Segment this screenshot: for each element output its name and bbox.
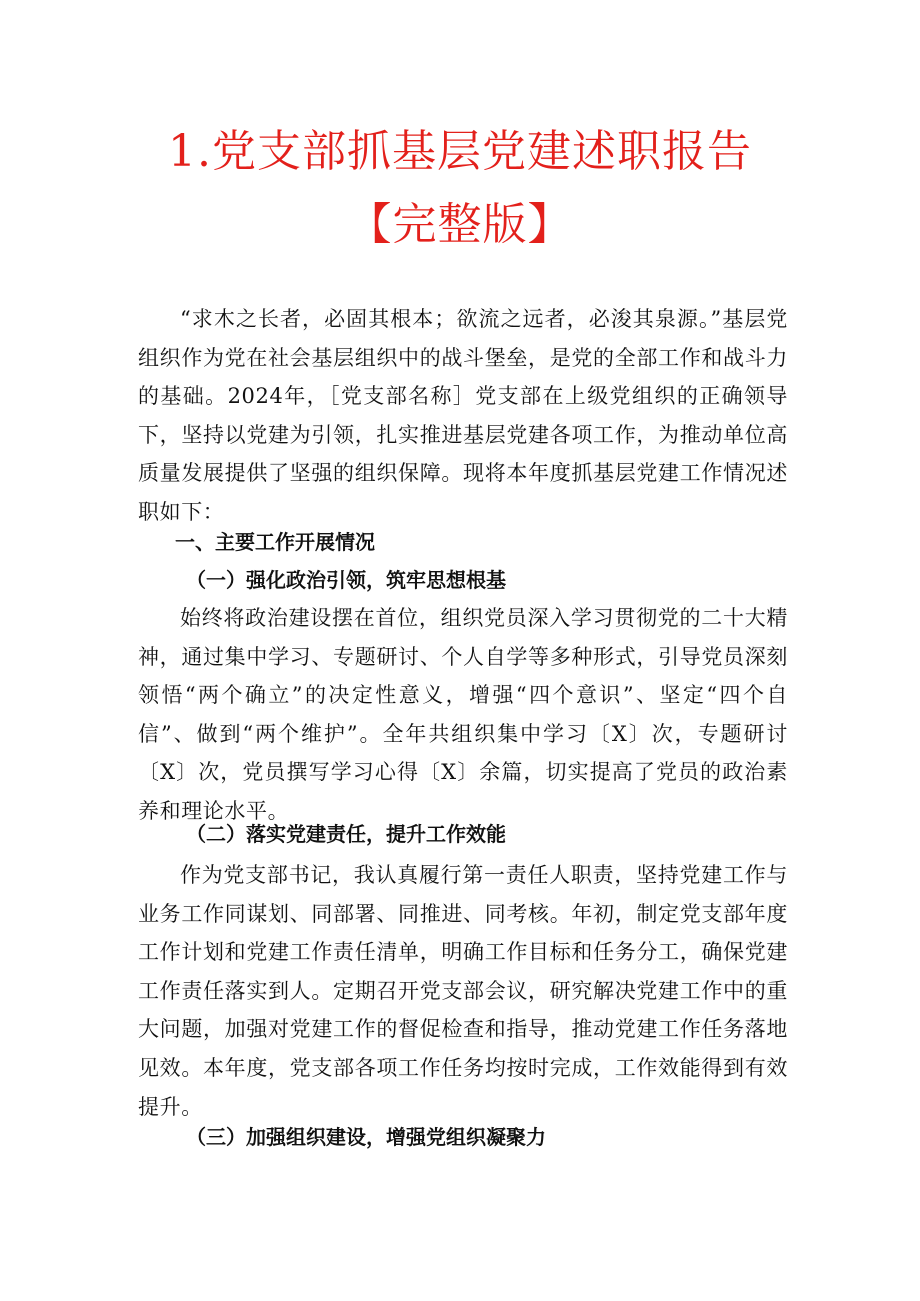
subsection-heading-1: （一）强化政治引领，筑牢思想根基 <box>186 568 506 592</box>
document-title-line2: 【完整版】 <box>347 199 573 250</box>
subsection-paragraph-1: 始终将政治建设摆在首位，组织党员深入学习贯彻党的二十大精神，通过集中学习、专题研讨、个人自学等多种形式，引导党员深刻领悟“两个确立”的决定性意义，增强“四个意识”、坚定“四个自信”、做到“两个维护”。全年共组织集中学习〔X〕次，专题研讨〔X〕次，党员撰写学习心得〔X〕余篇，切实提高了党员的政治素养和理论水平。 <box>138 606 788 823</box>
intro-paragraph: “求木之长者，必固其根本；欲流之远者，必浚其泉源。”基层党组织作为党在社会基层组织中的战斗堡垒，是党的全部工作和战斗力的基础。2024年，［党支部名称］党支部在上级党组织的正确领导下，坚持以党建为引领，扎实推进基层党建各项工作，为推动单位高质量发展提供了坚强的组织保障。现将本年度抓基层党建工作情况述职如下： <box>138 307 788 524</box>
document-title-line1: 1.党支部抓基层党建述职报告 <box>168 126 752 177</box>
subsection-heading-2: （二）落实党建责任，提升工作效能 <box>186 822 506 846</box>
section-heading-main-work: 一、主要工作开展情况 <box>175 530 375 554</box>
subsection-paragraph-2: 作为党支部书记，我认真履行第一责任人职责，坚持党建工作与业务工作同谋划、同部署、同推进、同考核。年初，制定党支部年度工作计划和党建工作责任清单，明确工作目标和任务分工，确保党建工作责任落实到人。定期召开党支部会议，研究解决党建工作中的重大问题，加强对党建工作的督促检查和指导，推动党建工作任务落地见效。本年度，党支部各项工作任务均按时完成，工作效能得到有效提升。 <box>138 863 788 1119</box>
subsection-heading-3: （三）加强组织建设，增强党组织凝聚力 <box>186 1125 546 1149</box>
